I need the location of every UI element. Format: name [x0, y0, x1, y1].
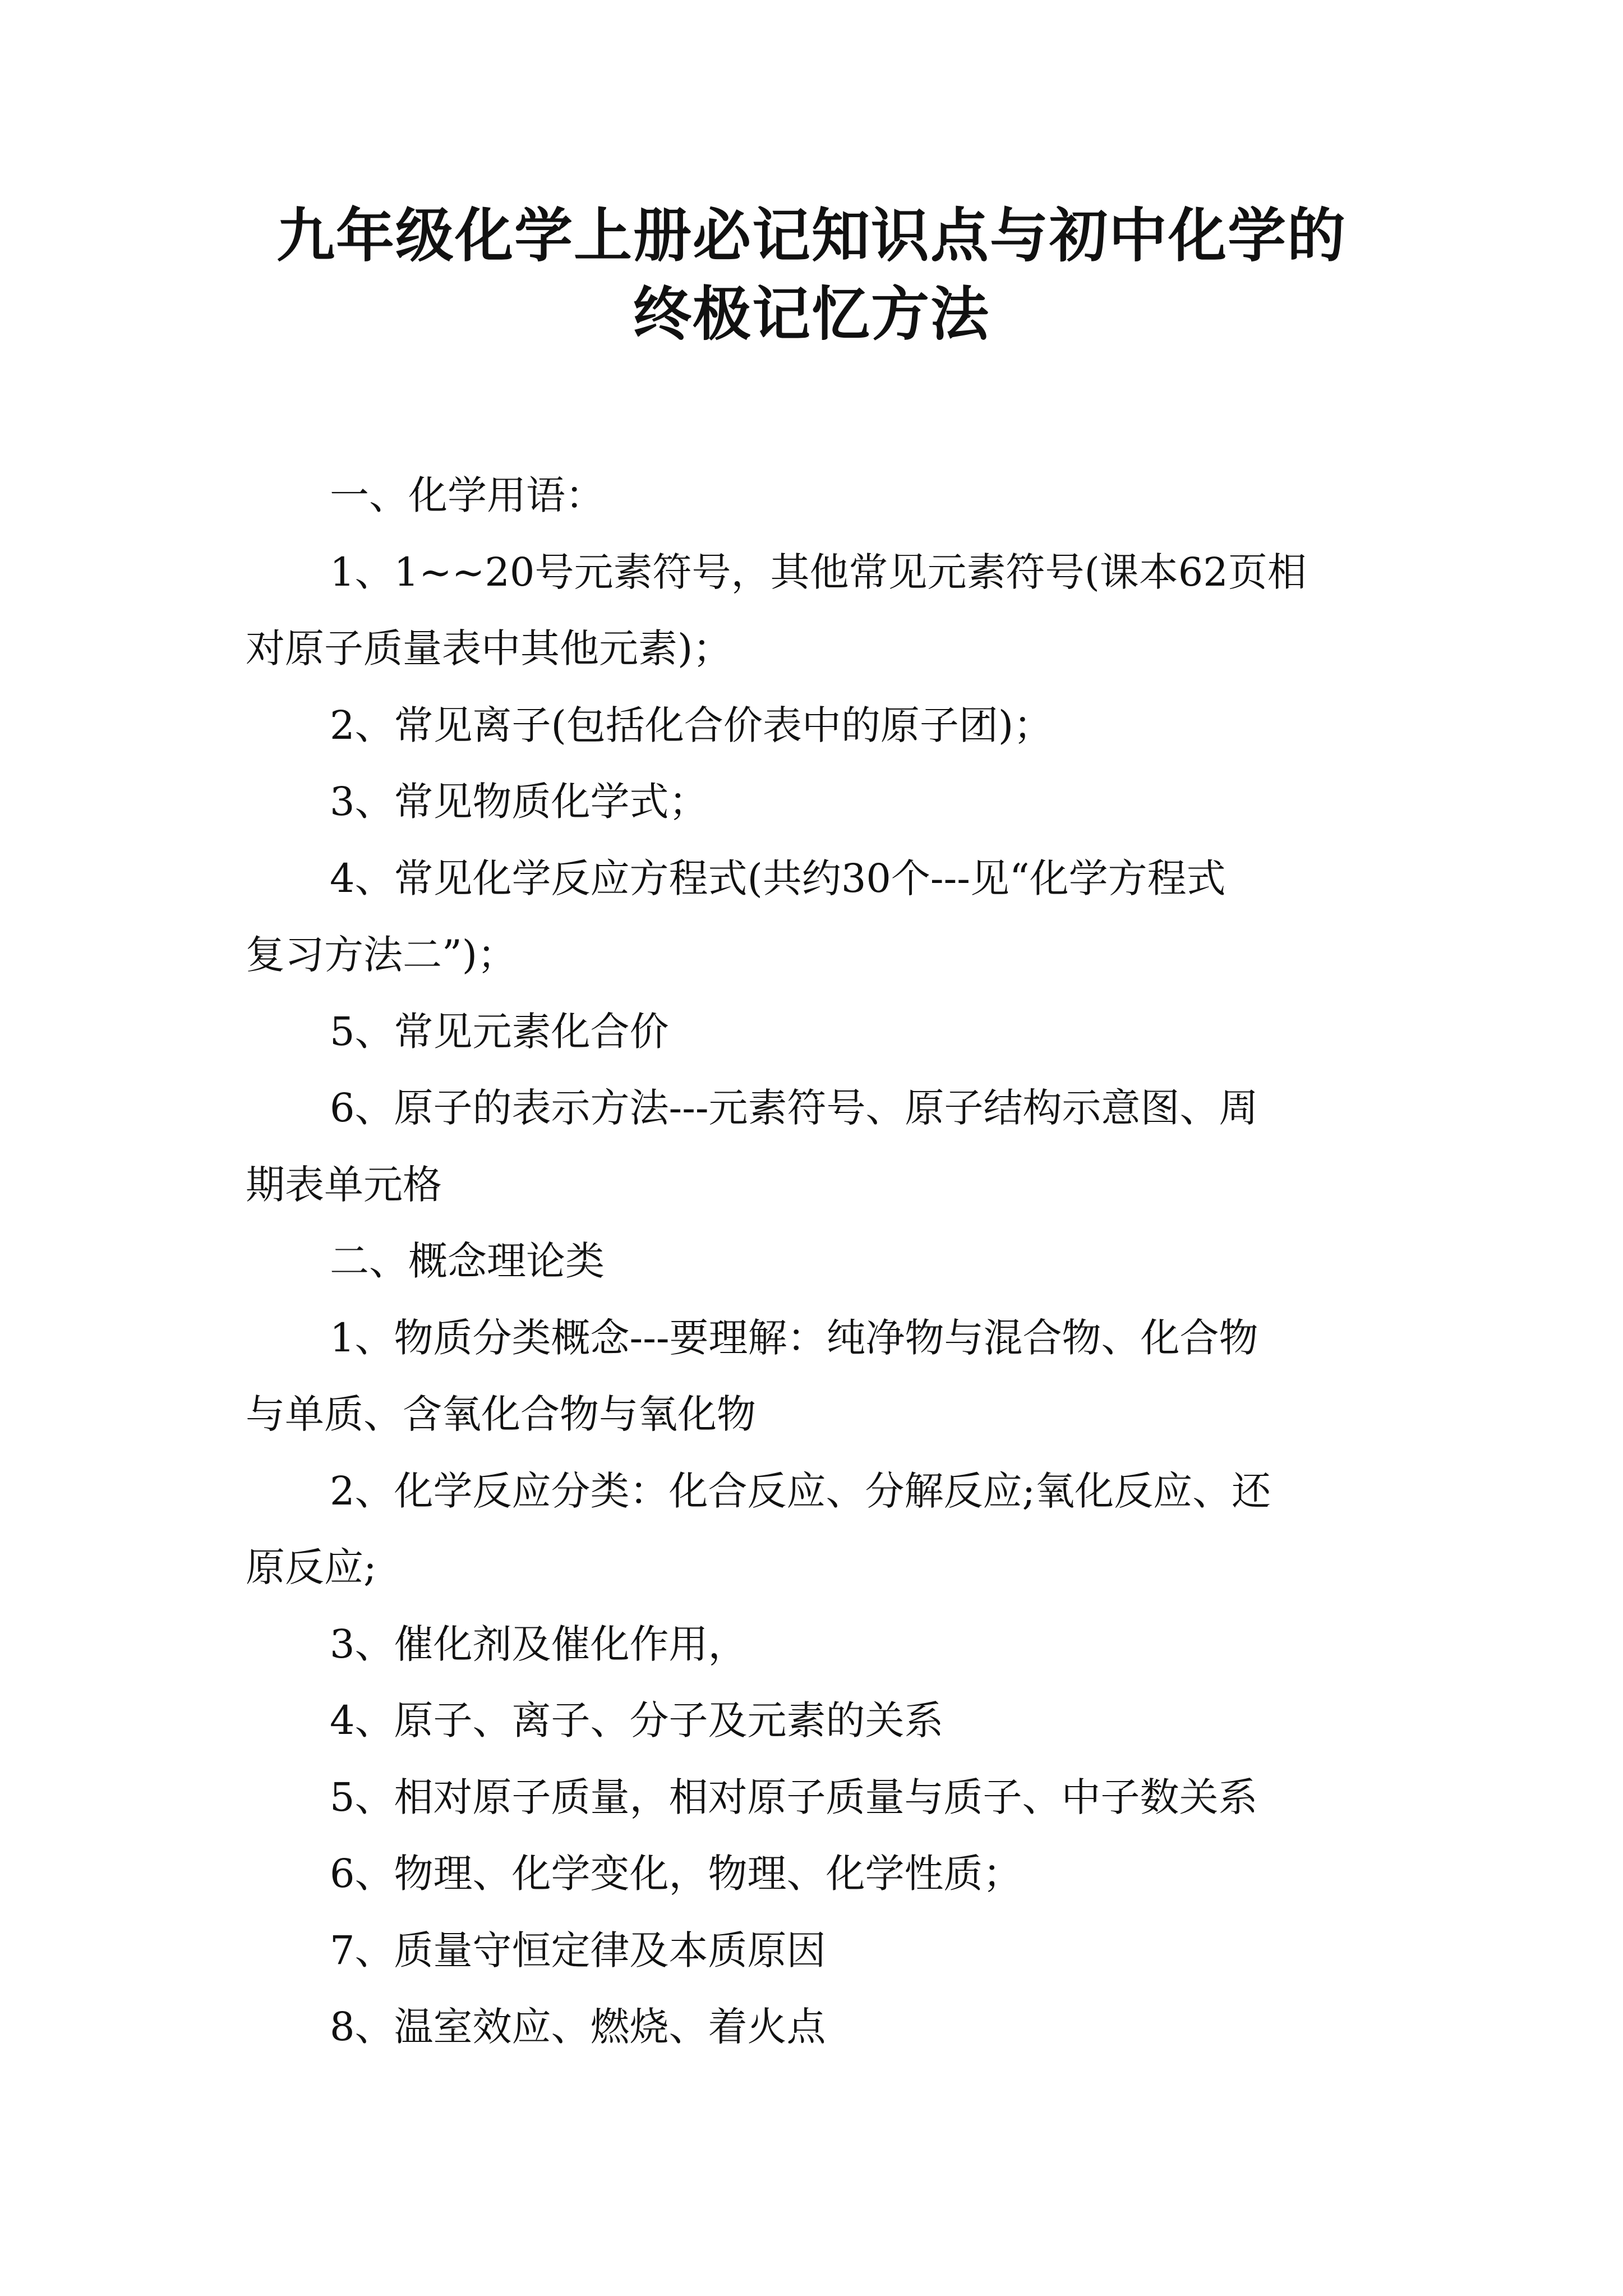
section-heading: 二、概念理论类: [330, 1238, 605, 1284]
paragraph-line: 8、温室效应、燃烧、着火点: [330, 2004, 826, 2050]
paragraph-line: 6、物理、化学变化，物理、化学性质；: [330, 1851, 1022, 1897]
paragraph-line: 5、相对原子质量，相对原子质量与质子、中子数关系: [330, 1774, 1258, 1820]
paragraph-line: 1、物质分类概念---要理解：纯净物与混合物、化合物: [330, 1314, 1258, 1361]
paragraph-line: 原反应;: [246, 1544, 377, 1590]
paragraph-line: 与单质、含氧化合物与氧化物: [246, 1391, 756, 1437]
paragraph-line: 2、化学反应分类：化合反应、分解反应;氧化反应、还: [330, 1467, 1271, 1514]
section-heading: 一、化学用语：: [330, 472, 605, 518]
paragraph-line: 6、原子的表示方法---元素符号、原子结构示意图、周: [330, 1085, 1258, 1131]
title-line-1: 九年级化学上册必记知识点与初中化学的: [276, 201, 1347, 270]
paragraph-line: 4、常见化学反应方程式(共约30个---见“化学方程式: [330, 855, 1226, 901]
paragraph-line: 对原子质量表中其他元素)；: [246, 625, 732, 671]
paragraph-line: 1、1~~20号元素符号，其他常见元素符号(课本62页相: [330, 549, 1307, 595]
paragraph-line: 3、常见物质化学式；: [330, 779, 708, 825]
document-body: [246, 457, 1378, 2065]
paragraph-line: 7、质量守恒定律及本质原因: [330, 1927, 826, 1973]
paragraph-line: 期表单元格: [246, 1161, 442, 1208]
paragraph-line: 5、常见元素化合价: [330, 1008, 669, 1055]
title-line-2: 终极记忆方法: [633, 279, 990, 348]
paragraph-line: 复习方法二”)；: [246, 932, 517, 978]
paragraph-line: 3、催化剂及催化作用，: [330, 1621, 748, 1667]
paragraph-line: 4、原子、离子、分子及元素的关系: [330, 1697, 944, 1743]
paragraph-line: 2、常见离子(包括化合价表中的原子团)；: [330, 702, 1053, 748]
document-title: [0, 196, 1623, 353]
